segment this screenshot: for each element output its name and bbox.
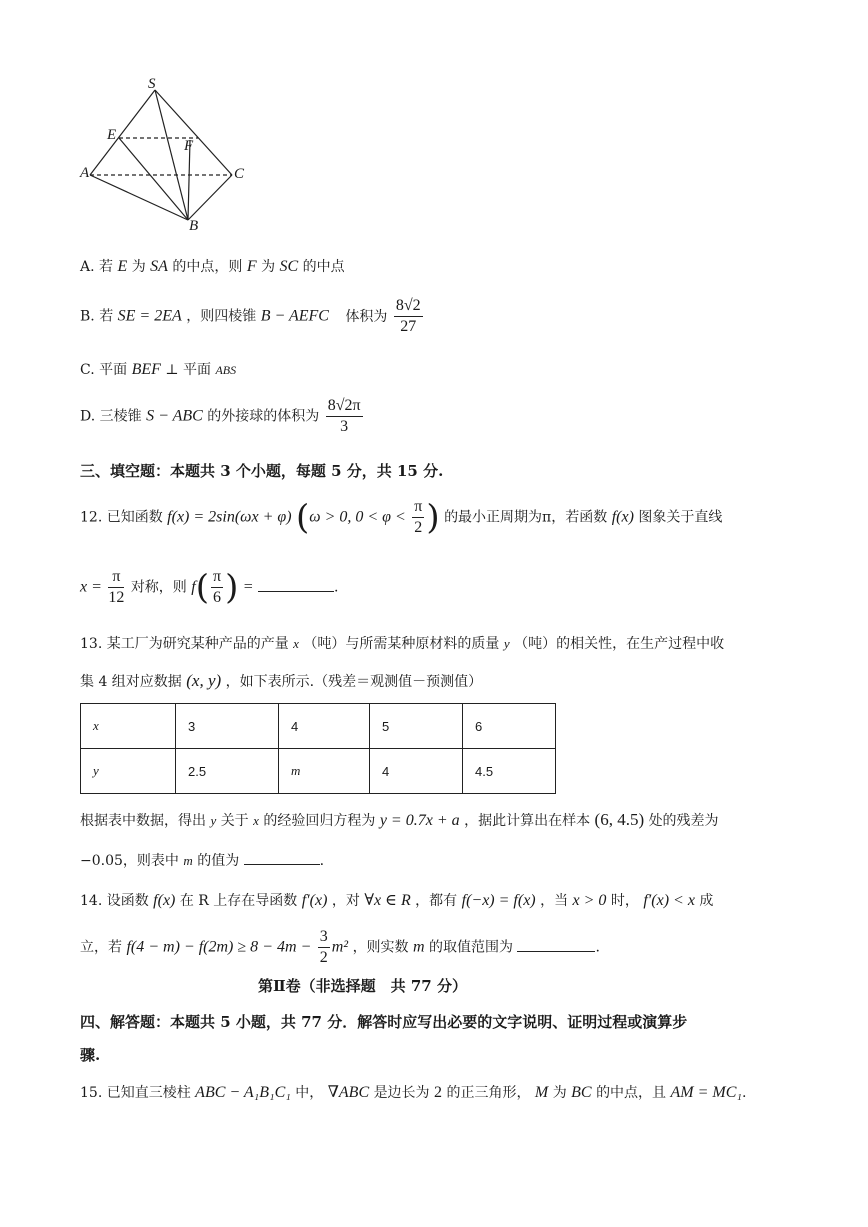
q14-fraction: [318, 927, 330, 968]
q12-f-fraction: [211, 567, 223, 608]
table-cell: 3: [176, 704, 279, 749]
question-13-line1: [80, 633, 724, 653]
table-cell: x: [81, 704, 176, 749]
q13-line4a: −0.05，则表中: [80, 853, 179, 869]
q12-x-fraction: [108, 567, 124, 608]
option-b-num: 8√2: [394, 296, 423, 317]
q15-triangle: ∇ABC: [327, 1084, 370, 1101]
q14-end: .: [595, 939, 600, 956]
option-a: [80, 256, 345, 276]
q12-x-den: 12: [108, 589, 125, 606]
q14-line1b: 在 R 上存在导函数: [179, 893, 298, 909]
q12-f-num: π: [211, 567, 223, 588]
table-cell: 4.5: [463, 749, 556, 794]
option-d-den: 3: [340, 418, 349, 435]
q15-a: 15. 已知直三棱柱: [80, 1085, 191, 1101]
q15-end: .: [741, 1085, 747, 1101]
q12-number: 12. 已知函数: [80, 509, 163, 526]
q13-line3e: 处的残差为: [648, 813, 719, 829]
vertex-label-C: C: [234, 166, 245, 182]
q12-fx: f(x): [611, 508, 634, 526]
q15-e: 为: [552, 1085, 567, 1101]
question-14-line2: [80, 927, 600, 968]
option-a-mid1: 为: [131, 259, 146, 275]
q12-func: f(x) = 2sin(ωx + φ): [167, 508, 292, 526]
table-row: [81, 749, 556, 794]
vertex-label-A: A: [80, 165, 90, 181]
q13-m: m: [183, 853, 193, 868]
option-b: [80, 296, 425, 337]
question-14-line1: [80, 890, 713, 910]
q14-sym: f(−x) = f(x): [461, 892, 536, 909]
q14-line2b: ，则实数: [352, 939, 409, 956]
q13-data-table: [80, 703, 556, 794]
q15-b: 中，: [295, 1085, 324, 1101]
tetrahedron-figure: [70, 70, 270, 240]
option-c-plane2: ABS: [215, 363, 237, 377]
q15-two: 2: [434, 1084, 443, 1101]
q13-answer-blank: [244, 850, 320, 865]
q12-answer-blank: [258, 577, 334, 592]
q14-m: m: [413, 938, 425, 956]
q14-frac-den: 2: [319, 949, 328, 966]
q13-sample: (6, 4.5): [594, 810, 645, 829]
q12-eq: =: [242, 578, 254, 596]
option-b-prefix: B. 若: [80, 308, 114, 325]
q13-line3b: 关于: [220, 813, 249, 829]
option-c-prefix: C. 平面: [80, 362, 128, 378]
edge-CB: [188, 175, 232, 220]
option-c-perp: ⊥: [165, 362, 179, 378]
q14-line1c: ，对: [331, 893, 360, 909]
option-c-mid: 平面: [182, 362, 211, 378]
q13-pair: (x, y): [186, 671, 222, 690]
q12-text1: 的最小正周期为π，若函数: [444, 509, 608, 526]
q14-line1e: ，当: [540, 893, 569, 909]
q15-d: 的正三角形，: [446, 1085, 531, 1101]
q14-fpx: f′(x): [301, 892, 328, 909]
section-3-title: 三、填空题：本题共 3 个小题，每题 5 分，共 15 分.: [80, 462, 444, 480]
q12-text3: 对称，则: [130, 579, 187, 596]
option-b-expr: SE = 2EA: [117, 307, 182, 325]
q14-fx: f(x): [153, 892, 176, 909]
vertex-label-B: B: [189, 218, 199, 234]
table-cell: 5: [370, 704, 463, 749]
option-b-gap: 体积为: [345, 308, 388, 325]
table-cell: 4: [370, 749, 463, 794]
table-cell: 4: [279, 704, 370, 749]
question-13-line4: [80, 850, 324, 870]
q14-line1g: 成: [699, 893, 714, 909]
q13-line1: 13. 某工厂为研究某种产品的产量: [80, 636, 289, 652]
q13-end: .: [319, 853, 325, 869]
option-c-plane1: BEF: [131, 361, 161, 378]
option-a-SA: SA: [150, 258, 168, 275]
option-a-prefix: A. 若: [80, 259, 114, 275]
q14-frac-num: 3: [318, 927, 330, 948]
vertex-label-S: S: [148, 76, 156, 92]
q13-x: x: [293, 636, 299, 651]
q14-line1f: 时，: [610, 893, 639, 909]
q13-line3c: 的经验回归方程为: [263, 813, 376, 829]
q13-line2a: 集 4 组对应数据: [80, 674, 182, 690]
section-4-title-line2: 骤.: [80, 1046, 101, 1064]
q14-m2: m²: [331, 938, 349, 956]
q14-ineq: f′(x) < x: [643, 892, 695, 909]
q15-M: M: [534, 1084, 549, 1101]
q15-f: 的中点，且: [596, 1085, 667, 1101]
question-12-line1: 12. 已知函数 f(x) = 2sin(ωx + φ) (ω > 0, 0 < φ < $\frac{\pi}{2}$ ) 的最小正周期为π，若函数 f(x) 图象关于直线: [80, 497, 723, 538]
edge-SC: [155, 90, 232, 175]
option-d: [80, 396, 365, 437]
vertex-label-F: F: [184, 138, 194, 154]
question-12-line2: x = $\frac{\pi}{12}$ 对称，则 f( $\frac{\pi}{6}$ ) = .: [80, 567, 339, 608]
q15-c: 是边长为: [373, 1085, 430, 1101]
table-cell: 2.5: [176, 749, 279, 794]
q12-cond-num: π: [412, 497, 424, 518]
q12-cond: ω > 0, 0 < φ <: [309, 508, 406, 526]
question-15: [80, 1082, 746, 1102]
q13-y-2: y: [210, 813, 217, 828]
q13-x-2: x: [253, 813, 259, 828]
q12-f-of: f: [191, 578, 196, 596]
option-b-den: 27: [400, 318, 417, 335]
q13-y: y: [503, 636, 510, 651]
q12-f-den: 6: [213, 589, 222, 606]
q14-cond: x > 0: [572, 892, 607, 909]
table-cell: 6: [463, 704, 556, 749]
table-row: [81, 704, 556, 749]
option-a-mid3: 为: [261, 259, 276, 275]
q13-line3a: 根据表中数据，得出: [80, 813, 206, 829]
q12-x-num: π: [108, 567, 124, 588]
question-13-line2: [80, 671, 482, 691]
q14-answer-blank: [517, 937, 595, 952]
vertex-label-E: E: [107, 127, 117, 143]
q13-line4b: 的值为: [197, 853, 240, 869]
option-c: [80, 359, 236, 379]
q14-line1a: 14. 设函数: [80, 893, 149, 909]
option-a-F: F: [246, 258, 257, 275]
option-d-num: 8√2π: [326, 396, 363, 417]
q13-line3d: ，据此计算出在样本: [464, 813, 591, 829]
table-cell: m: [279, 749, 370, 794]
option-d-fraction: [326, 396, 363, 437]
option-a-suffix: 的中点: [302, 259, 345, 275]
option-d-solid: S − ABC: [146, 407, 203, 425]
q14-ineq2: f(4 − m) − f(2m) ≥ 8 − 4m −: [126, 938, 312, 956]
section-4-title-line1: 四、解答题：本题共 5 小题，共 77 分．解答时应写出必要的文字说明、证明过程或演算步: [80, 1013, 688, 1031]
q12-cond-fraction: [412, 497, 424, 538]
q13-line1b: （吨）与所需某种原材料的质量: [303, 636, 500, 652]
option-b-fraction: [394, 296, 423, 337]
q12-text2: 图象关于直线: [638, 509, 723, 526]
q13-line1c: （吨）的相关性，在生产过程中收: [514, 636, 725, 652]
option-a-E: E: [117, 258, 128, 275]
q12-end: .: [334, 579, 339, 596]
q14-line1d: ，都有: [415, 893, 458, 909]
q14-forall: ∀x ∈ R: [364, 892, 411, 909]
part-2-title: 第Ⅱ卷（非选择题 共 77 分）: [258, 977, 467, 995]
edge-SA: [90, 90, 155, 175]
q14-line2c: 的取值范围为: [429, 939, 514, 956]
option-a-mid2: 的中点，则: [172, 259, 243, 275]
question-13-line3: [80, 810, 719, 830]
option-d-prefix: D. 三棱锥: [80, 408, 142, 425]
q12-x-eq: x =: [80, 578, 102, 596]
option-a-SC: SC: [279, 258, 299, 275]
q12-cond-den: 2: [414, 519, 423, 536]
q15-eq: AM = MC₁: [670, 1084, 742, 1101]
option-b-solid: B − AEFC: [260, 307, 329, 325]
option-b-mid: ，则四棱锥: [186, 308, 257, 325]
q13-line2b: ，如下表所示.（残差＝观测值－预测值）: [225, 674, 483, 690]
q14-line2a: 立，若: [80, 939, 122, 956]
q13-regression: y = 0.7x + a: [379, 812, 460, 829]
edge-AB: [90, 175, 188, 220]
option-d-mid: 的外接球的体积为: [207, 408, 320, 425]
table-cell: y: [81, 749, 176, 794]
q15-BC: BC: [571, 1084, 592, 1101]
q15-prism: ABC − A₁B₁C₁: [195, 1084, 291, 1101]
